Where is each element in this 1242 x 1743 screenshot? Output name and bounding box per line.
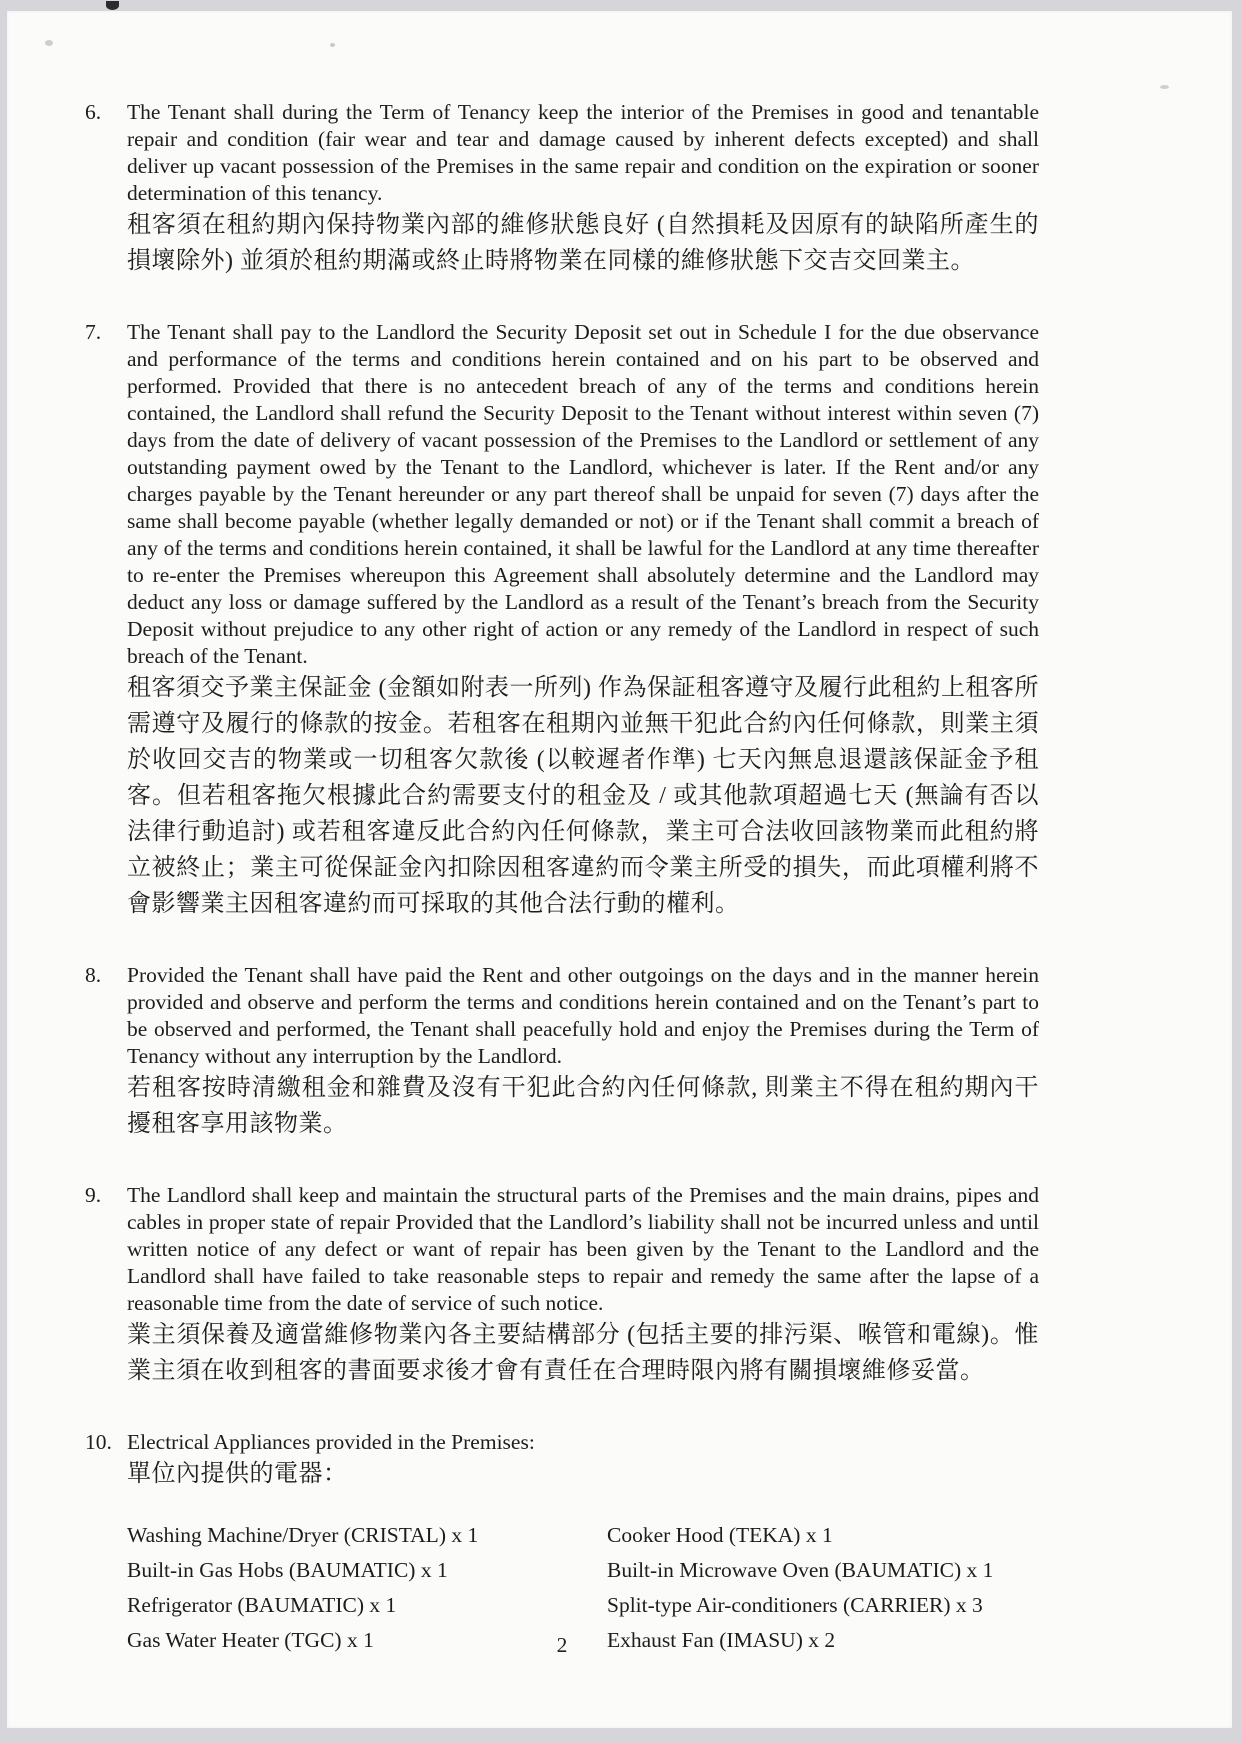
appliance-item: Built-in Microwave Oven (BAUMATIC) x 1 bbox=[607, 1558, 994, 1582]
clause-9-chinese-text: 業主須保養及適當維修物業內各主要結構部分 (包括主要的排污渠、喉管和電線)。惟業主須在收到租客的書面要求後才會有責任在合理時限內將有關損壞維修妥當。 bbox=[127, 1322, 1039, 1384]
clause-10-number: 10. bbox=[85, 1430, 112, 1454]
clause-10 bbox=[85, 1429, 1039, 1492]
clause-10-english-text: Electrical Appliances provided in the Premises: bbox=[127, 1430, 535, 1454]
document-content bbox=[85, 99, 1039, 1658]
clause-9-number: 9. bbox=[85, 1183, 102, 1207]
appliance-item: Cooker Hood (TEKA) x 1 bbox=[607, 1523, 833, 1547]
appliance-item: Gas Water Heater (TGC) x 1 bbox=[127, 1628, 374, 1652]
appliance-item: Washing Machine/Dryer (CRISTAL) x 1 bbox=[127, 1523, 479, 1547]
document-page bbox=[7, 11, 1232, 1728]
clause-6-chinese-text: 租客須在租約期內保持物業內部的維修狀態良好 (自然損耗及因原有的缺陷所產生的損壞除外) 並須於租約期滿或終止時將物業在同樣的維修狀態下交吉交回業主。 bbox=[127, 212, 1039, 274]
clause-8-number: 8. bbox=[85, 963, 102, 987]
appliance-item: Refrigerator (BAUMATIC) x 1 bbox=[127, 1593, 397, 1617]
scan-artifact bbox=[106, 1, 119, 10]
appliance-item: Built-in Gas Hobs (BAUMATIC) x 1 bbox=[127, 1558, 448, 1582]
clause-9-body bbox=[127, 1182, 1039, 1389]
clause-8-body bbox=[127, 962, 1039, 1142]
clause-7 bbox=[85, 319, 1039, 922]
clause-8-chinese-text: 若租客按時清繳租金和雜費及沒有干犯此合約內任何條款, 則業主不得在租約期內干擾租客享用該物業。 bbox=[127, 1075, 1039, 1137]
clause-6-body bbox=[127, 99, 1039, 279]
clause-6 bbox=[85, 99, 1039, 279]
clause-8-english-text: Provided the Tenant shall have paid the Rent and other outgoings on the days and in the manner herein provided and observe and perform the terms and conditions herein contained and on the Tenant’s part to be observed and performed, the Tenant shall peacefully hold and enjoy the Premises during the Term of Tenancy without any interruption by the Landlord. bbox=[127, 963, 1039, 1068]
clause-7-english-text: The Tenant shall pay to the Landlord the Security Deposit set out in Schedule I for the due observance and performance of the terms and conditions herein contained and on his part to be observed and performed. Provided that there is no antecedent breach of any of the terms and conditions herein contained, the Landlord shall refund the Security Deposit to the Tenant without interest within seven (7) days from the date of delivery of vacant possession of the Premises to the Landlord or settlement of any outstanding payment owed by the Tenant to the Landlord, whichever is later. If the Rent and/or any charges payable by the Tenant hereunder or any part thereof shall be unpaid for seven (7) days after the same shall become payable (whether legally demanded or not) or if the Tenant shall commit a breach of any of the terms and conditions herein contained, it shall be lawful for the Landlord at any time thereafter to re-enter the Premises whereupon this Agreement shall absolutely determine and the Landlord may deduct any loss or damage suffered by the Landlord as a result of the Tenant’s breach from the Security Deposit without prejudice to any other right of action or any remedy of the Landlord in respect of such breach of the Tenant. bbox=[127, 320, 1039, 668]
page-number: 2 bbox=[556, 1633, 568, 1657]
clause-9-english-text: The Landlord shall keep and maintain the structural parts of the Premises and the main drains, pipes and cables in proper state of repair Provided that the Landlord’s liability shall not be incurred unless and until written notice of any defect or want of repair has been given by the Tenant to the Landlord and the Landlord shall have failed to take reasonable steps to repair and remedy the same after the lapse of a reasonable time from the date of service of such notice. bbox=[127, 1183, 1039, 1315]
scan-artifact bbox=[45, 40, 53, 46]
clause-6-number: 6. bbox=[85, 100, 102, 124]
clause-7-chinese-text: 租客須交予業主保証金 (金額如附表一所列) 作為保証租客遵守及履行此租約上租客所需遵守及履行的條款的按金。若租客在租期內並無干犯此合約內任何條款，則業主須於收回交吉的物業或一切租客欠款後 (以較遲者作準) 七天內無息退還該保証金予租客。但若租客拖欠根據此合約需要支付的租金及 / 或其他款項超過七天 (無論有否以法律行動追討) 或若租客違反此合約內任何條款，業主可合法收回該物業而此租約將立被終止；業主可從保証金內扣除因租客違約而令業主所受的損失，而此項權利將不會影響業主因租客違約而可採取的其他合法行動的權利。 bbox=[127, 675, 1039, 917]
clause-7-number: 7. bbox=[85, 320, 102, 344]
clause-10-chinese-text: 單位內提供的電器： bbox=[127, 1461, 348, 1487]
clause-10-body bbox=[127, 1429, 1039, 1492]
clause-6-english-text: The Tenant shall during the Term of Tenancy keep the interior of the Premises in good and tenantable repair and condition (fair wear and tear and damage caused by inherent defects excepted) and shall deliver up vacant possession of the Premises in the same repair and condition on the expiration or sooner determination of this tenancy. bbox=[127, 100, 1039, 205]
scan-artifact bbox=[1160, 85, 1169, 89]
clause-7-body bbox=[127, 319, 1039, 922]
clause-8 bbox=[85, 962, 1039, 1142]
appliance-item: Split-type Air-conditioners (CARRIER) x 3 bbox=[607, 1593, 983, 1617]
appliance-item: Exhaust Fan (IMASU) x 2 bbox=[607, 1628, 836, 1652]
scan-artifact bbox=[330, 43, 335, 47]
clause-9 bbox=[85, 1182, 1039, 1389]
